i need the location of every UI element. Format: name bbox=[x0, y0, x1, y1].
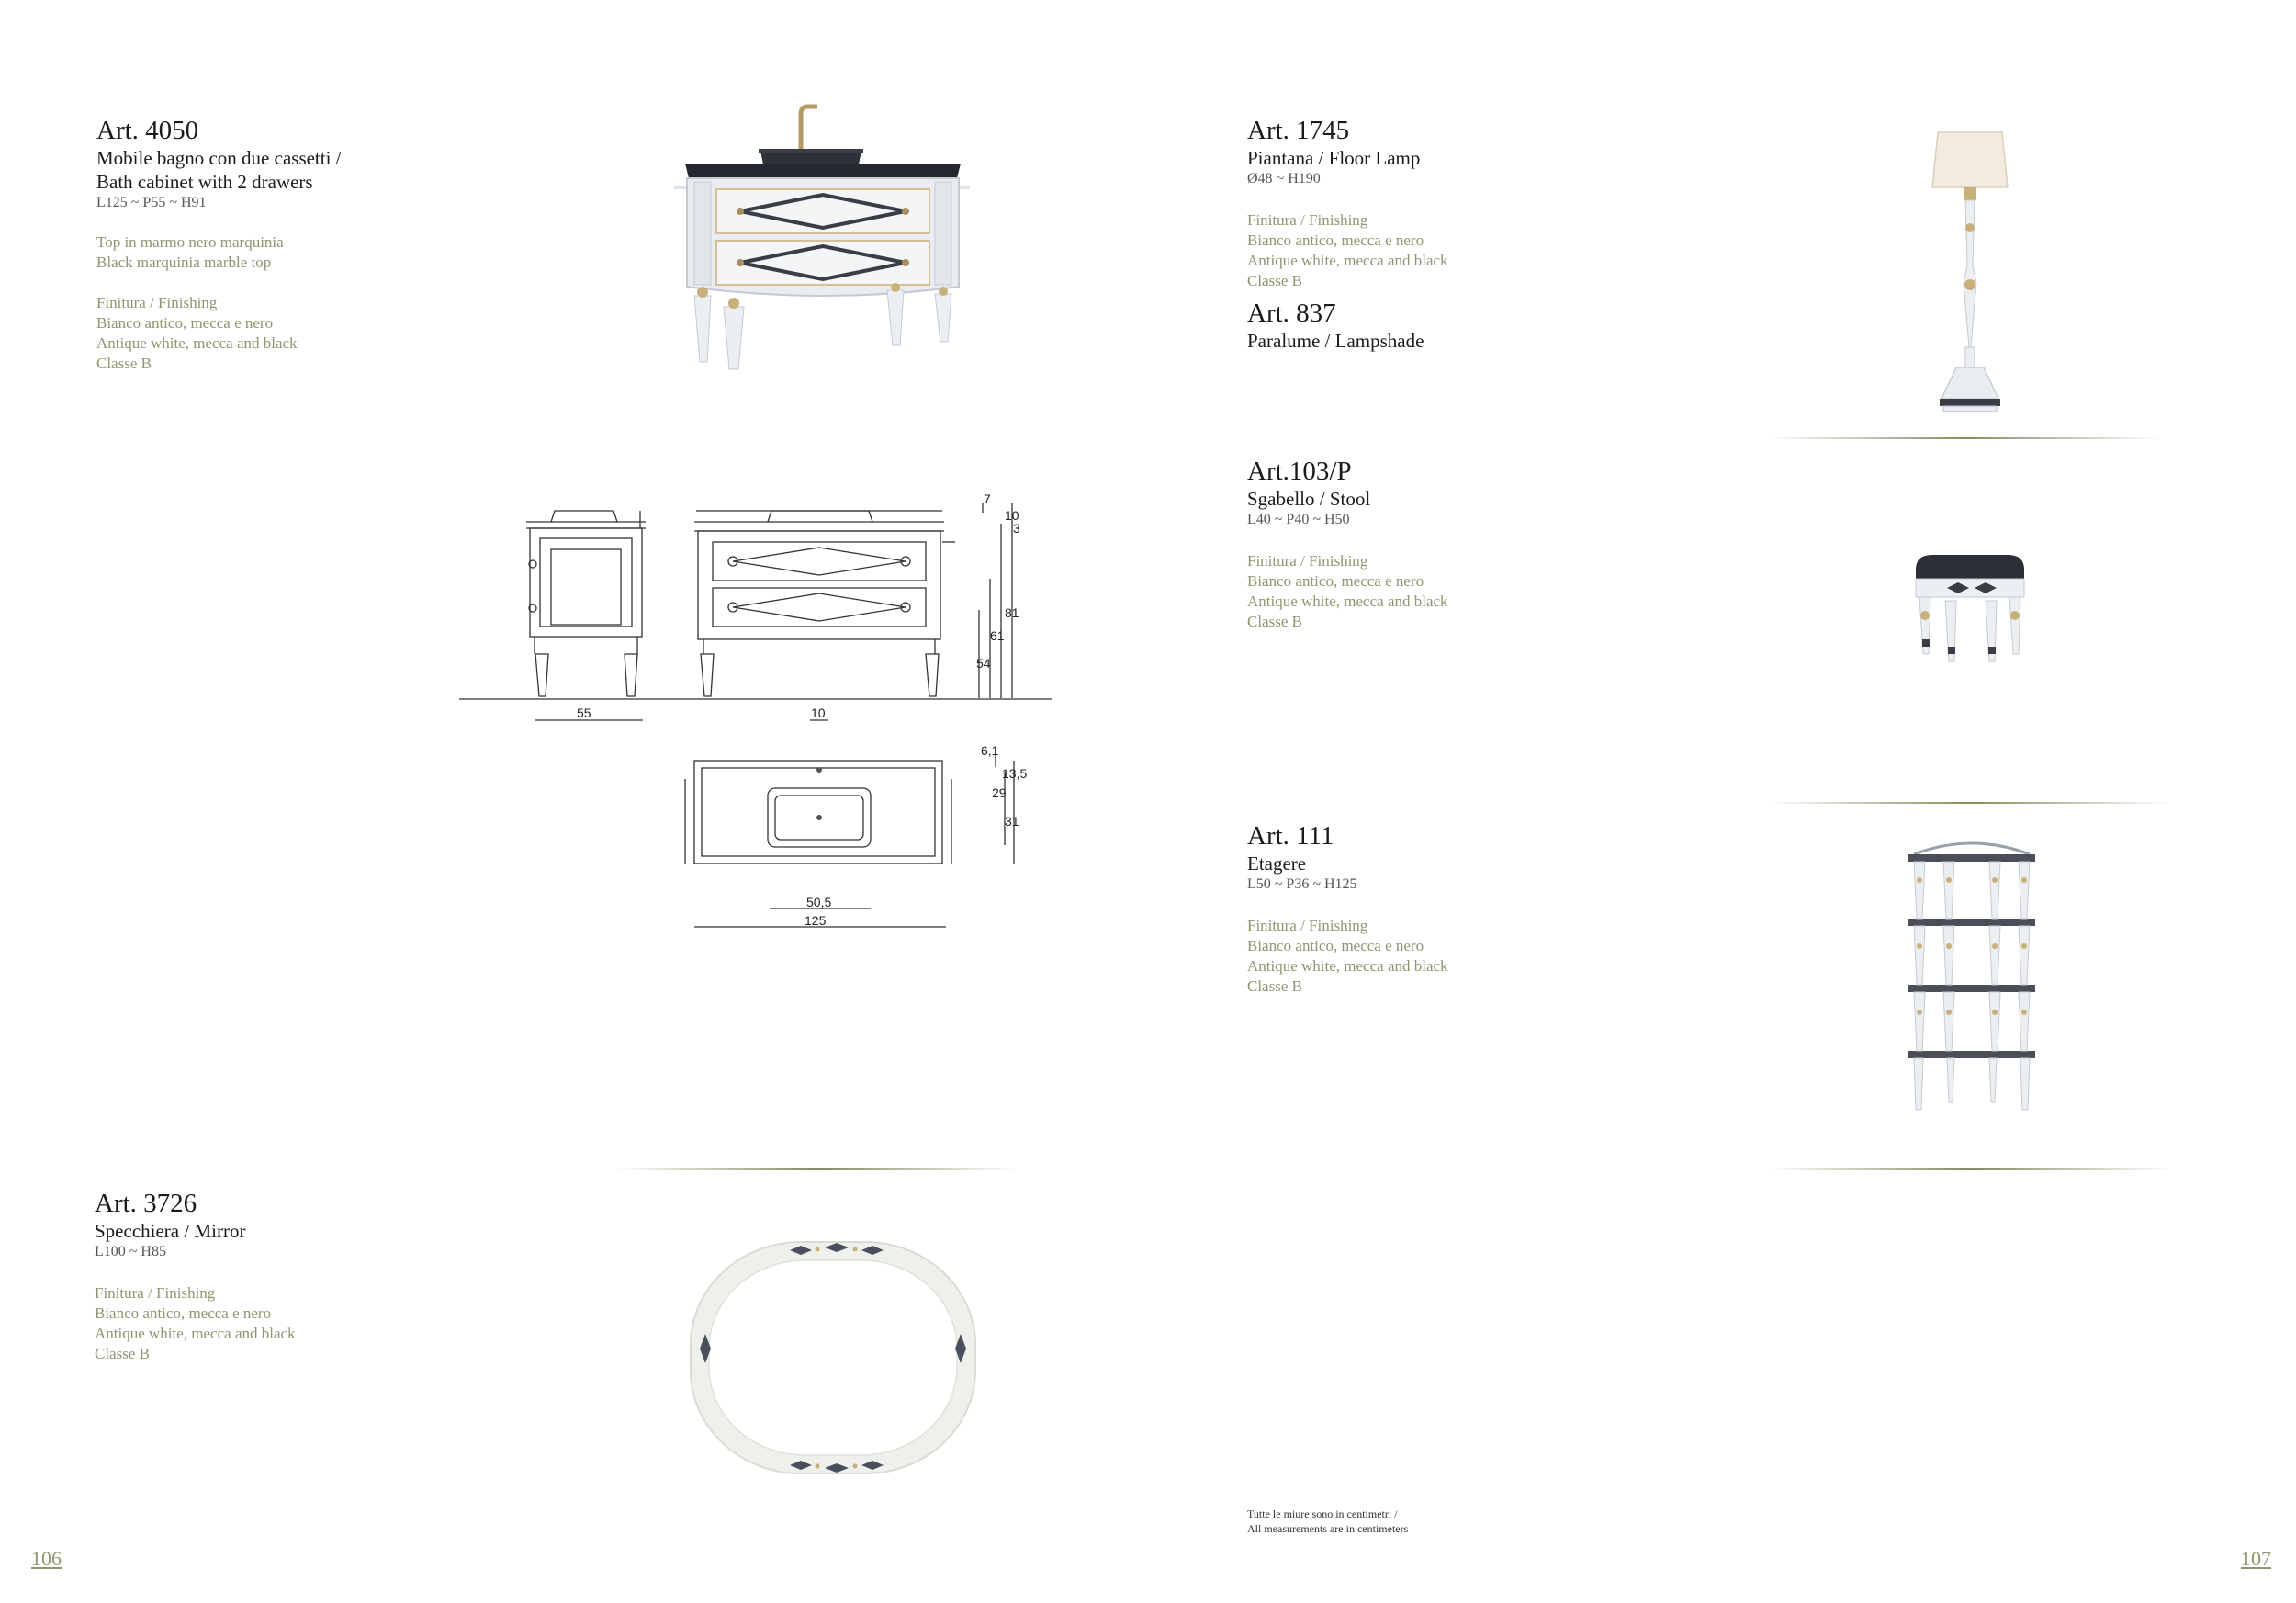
art-1745-finish-en: Antique white, mecca and black bbox=[1247, 252, 1448, 269]
art-4050-finish-label: Finitura / Finishing bbox=[96, 294, 218, 311]
page-number-left: 106 bbox=[31, 1547, 62, 1570]
art-111-class: Classe B bbox=[1247, 977, 1302, 995]
measurement-note-it: Tutte le miure sono in centimetri / bbox=[1247, 1507, 1398, 1520]
dim-h-3: 3 bbox=[1013, 521, 1020, 536]
art-4050-class: Classe B bbox=[96, 355, 152, 372]
dim-h-10: 10 bbox=[1005, 508, 1019, 523]
dim-h-7: 7 bbox=[984, 491, 991, 506]
divider-right-3 bbox=[1768, 1168, 2172, 1170]
art-111-title: Art. 111 bbox=[1247, 821, 1334, 851]
dim-front-width: 10 bbox=[811, 706, 826, 720]
art-4050-top-en: Black marquinia marble top bbox=[96, 254, 272, 271]
art-1745-finish-label: Finitura / Finishing bbox=[1247, 211, 1368, 229]
art-103p-title: Art.103/P bbox=[1247, 457, 1352, 486]
art-837-title: Art. 837 bbox=[1247, 299, 1336, 328]
art-1745-class: Classe B bbox=[1247, 272, 1302, 289]
art-111-finish-en: Antique white, mecca and black bbox=[1247, 957, 1448, 975]
art-4050-finish-it: Bianco antico, mecca e nero bbox=[96, 314, 274, 332]
etagere-image bbox=[1903, 834, 2041, 1115]
measurement-note bbox=[1247, 1507, 1408, 1536]
art-103p-name: Sgabello / Stool bbox=[1247, 488, 1371, 510]
dim-total-width: 125 bbox=[805, 913, 827, 928]
dim-basin-width: 50,5 bbox=[806, 895, 832, 909]
dim-h-61: 61 bbox=[990, 628, 1005, 643]
page-number-right: 107 bbox=[2241, 1547, 2271, 1570]
art-103p-finish-en: Antique white, mecca and black bbox=[1247, 593, 1448, 610]
measurement-note-en: All measurements are in centimeters bbox=[1247, 1522, 1409, 1535]
dim-plan-29: 29 bbox=[992, 785, 1007, 800]
art-103p-dimensions: L40 ~ P40 ~ H50 bbox=[1247, 512, 1350, 527]
art-837-text bbox=[1247, 299, 1424, 353]
art-111-finish-label: Finitura / Finishing bbox=[1247, 917, 1368, 934]
art-4050-name-it: Mobile bagno con due cassetti / bbox=[96, 147, 342, 169]
art-4050-finish-en: Antique white, mecca and black bbox=[96, 334, 298, 352]
dim-h-54: 54 bbox=[976, 656, 991, 671]
art-1745-dimensions: Ø48 ~ H190 bbox=[1247, 171, 1321, 186]
floor-lamp-image bbox=[1919, 127, 2020, 419]
dim-plan-13-5: 13,5 bbox=[1002, 766, 1028, 781]
art-837-name: Paralume / Lampshade bbox=[1247, 330, 1424, 352]
art-103p-text bbox=[1247, 457, 1448, 632]
art-1745-title: Art. 1745 bbox=[1247, 116, 1350, 145]
stool-image bbox=[1910, 551, 2030, 671]
mirror-image bbox=[687, 1238, 979, 1477]
art-111-name: Etagere bbox=[1247, 852, 1307, 875]
art-103p-finish-it: Bianco antico, mecca e nero bbox=[1247, 572, 1424, 590]
art-3726-finish-it: Bianco antico, mecca e nero bbox=[95, 1304, 272, 1322]
art-111-finish-it: Bianco antico, mecca e nero bbox=[1247, 937, 1424, 954]
art-111-text bbox=[1247, 821, 1448, 997]
art-1745-text bbox=[1247, 116, 1448, 291]
divider-right-2 bbox=[1768, 802, 2172, 804]
art-4050-name-en: Bath cabinet with 2 drawers bbox=[96, 171, 313, 193]
dim-plan-31: 31 bbox=[1005, 814, 1019, 829]
art-3726-text bbox=[95, 1189, 296, 1364]
art-4050-top-it: Top in marmo nero marquinia bbox=[96, 233, 284, 251]
divider-left bbox=[615, 1168, 1019, 1170]
dim-h-81: 81 bbox=[1005, 605, 1019, 620]
art-1745-finish-it: Bianco antico, mecca e nero bbox=[1247, 231, 1424, 249]
art-3726-name: Specchiera / Mirror bbox=[95, 1220, 246, 1242]
dim-plan-6-1: 6,1 bbox=[981, 743, 999, 758]
art-1745-name: Piantana / Floor Lamp bbox=[1247, 147, 1421, 169]
divider-right-1 bbox=[1768, 437, 2163, 439]
dim-side-depth: 55 bbox=[577, 706, 591, 720]
art-3726-title: Art. 3726 bbox=[95, 1189, 197, 1218]
art-103p-class: Classe B bbox=[1247, 613, 1302, 630]
art-3726-class: Classe B bbox=[95, 1345, 150, 1362]
art-4050-dimensions: L125 ~ P55 ~ H91 bbox=[96, 195, 207, 210]
art-3726-finish-en: Antique white, mecca and black bbox=[95, 1325, 296, 1342]
art-103p-finish-label: Finitura / Finishing bbox=[1247, 552, 1368, 570]
art-111-dimensions: L50 ~ P36 ~ H125 bbox=[1247, 876, 1357, 892]
art-4050-title: Art. 4050 bbox=[96, 116, 199, 145]
art-3726-finish-label: Finitura / Finishing bbox=[95, 1284, 216, 1302]
art-3726-dimensions: L100 ~ H85 bbox=[95, 1244, 166, 1259]
